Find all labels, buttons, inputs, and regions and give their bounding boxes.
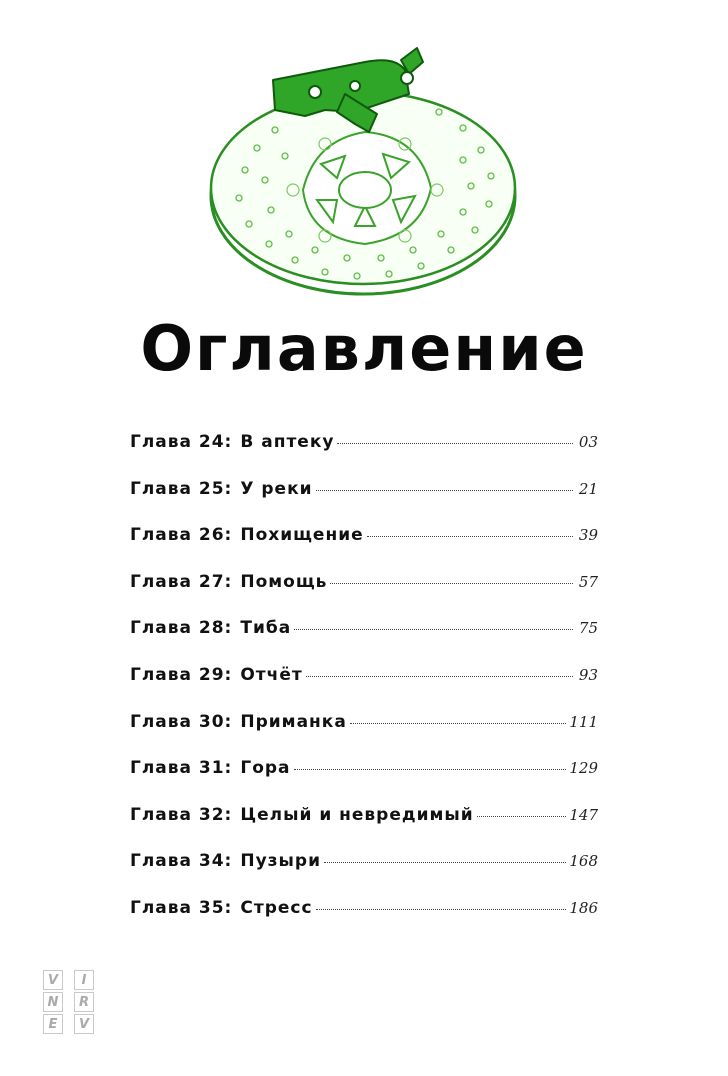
- table-of-contents: [130, 432, 598, 945]
- toc-chapter-name: Целый и невредимый: [240, 804, 474, 825]
- toc-leader-dots: [324, 862, 566, 863]
- toc-entry: [130, 525, 598, 572]
- toc-chapter-number: Глава 24:: [130, 432, 233, 452]
- toc-leader-dots: [337, 443, 573, 444]
- toc-chapter-number: Глава 31:: [130, 758, 233, 779]
- toc-leader-dots: [330, 583, 573, 584]
- stamp-letter: [105, 1014, 125, 1034]
- stamp-letter: E: [43, 1014, 63, 1034]
- stamp-letter: R: [74, 992, 94, 1012]
- toc-chapter-number: Глава 28:: [130, 618, 233, 639]
- brake-disc-with-caliper-icon: [205, 40, 525, 300]
- toc-chapter-name: Стресс: [240, 897, 313, 918]
- toc-chapter-name: Тиба: [240, 618, 292, 639]
- toc-page-number: 111: [569, 712, 598, 731]
- toc-leader-dots: [477, 816, 567, 817]
- stamp-letter: N: [43, 992, 63, 1012]
- toc-page-number: 147: [569, 805, 598, 824]
- toc-entry-label: [130, 898, 313, 918]
- toc-leader-dots: [316, 490, 573, 491]
- toc-entry-label: [130, 432, 334, 452]
- toc-page-number: 129: [569, 759, 598, 778]
- toc-page-number: 186: [569, 898, 598, 917]
- toc-page-number: 168: [569, 852, 598, 871]
- toc-entry-label: [130, 712, 347, 732]
- toc-chapter-number: Глава 29:: [130, 664, 233, 685]
- stamp-letter: [105, 992, 125, 1012]
- toc-entry: [130, 618, 598, 665]
- toc-chapter-number: Глава 32:: [130, 804, 233, 825]
- toc-chapter-name: Пузыри: [240, 851, 321, 872]
- toc-entry: [130, 479, 598, 526]
- toc-entry-label: [130, 618, 291, 638]
- toc-entry: [130, 851, 598, 898]
- stamp-letter: V: [43, 970, 63, 990]
- toc-leader-dots: [294, 769, 567, 770]
- toc-chapter-name: В аптеку: [240, 432, 335, 452]
- toc-chapter-name: Помощь: [240, 571, 328, 592]
- toc-page-number: 57: [578, 572, 598, 591]
- toc-chapter-number: Глава 26:: [130, 525, 233, 546]
- toc-leader-dots: [306, 676, 573, 677]
- toc-chapter-number: Глава 34:: [130, 851, 233, 872]
- toc-chapter-number: Глава 35:: [130, 897, 233, 918]
- stamp-letter: V: [74, 1014, 94, 1034]
- toc-leader-dots: [350, 723, 567, 724]
- toc-entry-label: [130, 479, 313, 499]
- toc-entry-label: [130, 805, 474, 825]
- toc-entry: [130, 898, 598, 945]
- toc-leader-dots: [294, 629, 573, 630]
- toc-page-number: 93: [578, 665, 598, 684]
- toc-entry: [130, 572, 598, 619]
- toc-entry: [130, 432, 598, 479]
- toc-entry: [130, 758, 598, 805]
- toc-entry: [130, 712, 598, 759]
- toc-entry: [130, 665, 598, 712]
- page-title: Оглавление: [140, 312, 588, 385]
- toc-chapter-number: Глава 25:: [130, 478, 233, 499]
- stamp-letter: I: [74, 970, 94, 990]
- toc-chapter-name: Гора: [240, 758, 291, 779]
- toc-entry-label: [130, 665, 303, 685]
- toc-entry: [130, 805, 598, 852]
- toc-entry-label: [130, 851, 321, 871]
- toc-chapter-name: У реки: [240, 478, 313, 499]
- toc-chapter-name: Отчёт: [240, 664, 303, 685]
- stamp-letter: [105, 970, 125, 990]
- toc-page-number: 03: [578, 433, 598, 451]
- toc-page-number: 39: [578, 526, 598, 545]
- toc-entry-label: [130, 525, 364, 545]
- toc-leader-dots: [367, 536, 573, 537]
- scanlation-stamp: [43, 970, 125, 1034]
- toc-leader-dots: [316, 909, 567, 910]
- toc-chapter-number: Глава 30:: [130, 711, 233, 732]
- toc-page-number: 75: [578, 619, 598, 638]
- toc-chapter-number: Глава 27:: [130, 571, 233, 592]
- toc-entry-label: [130, 572, 327, 592]
- toc-chapter-name: Похищение: [240, 525, 364, 546]
- toc-entry-label: [130, 758, 291, 778]
- toc-page-number: 21: [578, 479, 598, 498]
- toc-chapter-name: Приманка: [240, 711, 347, 732]
